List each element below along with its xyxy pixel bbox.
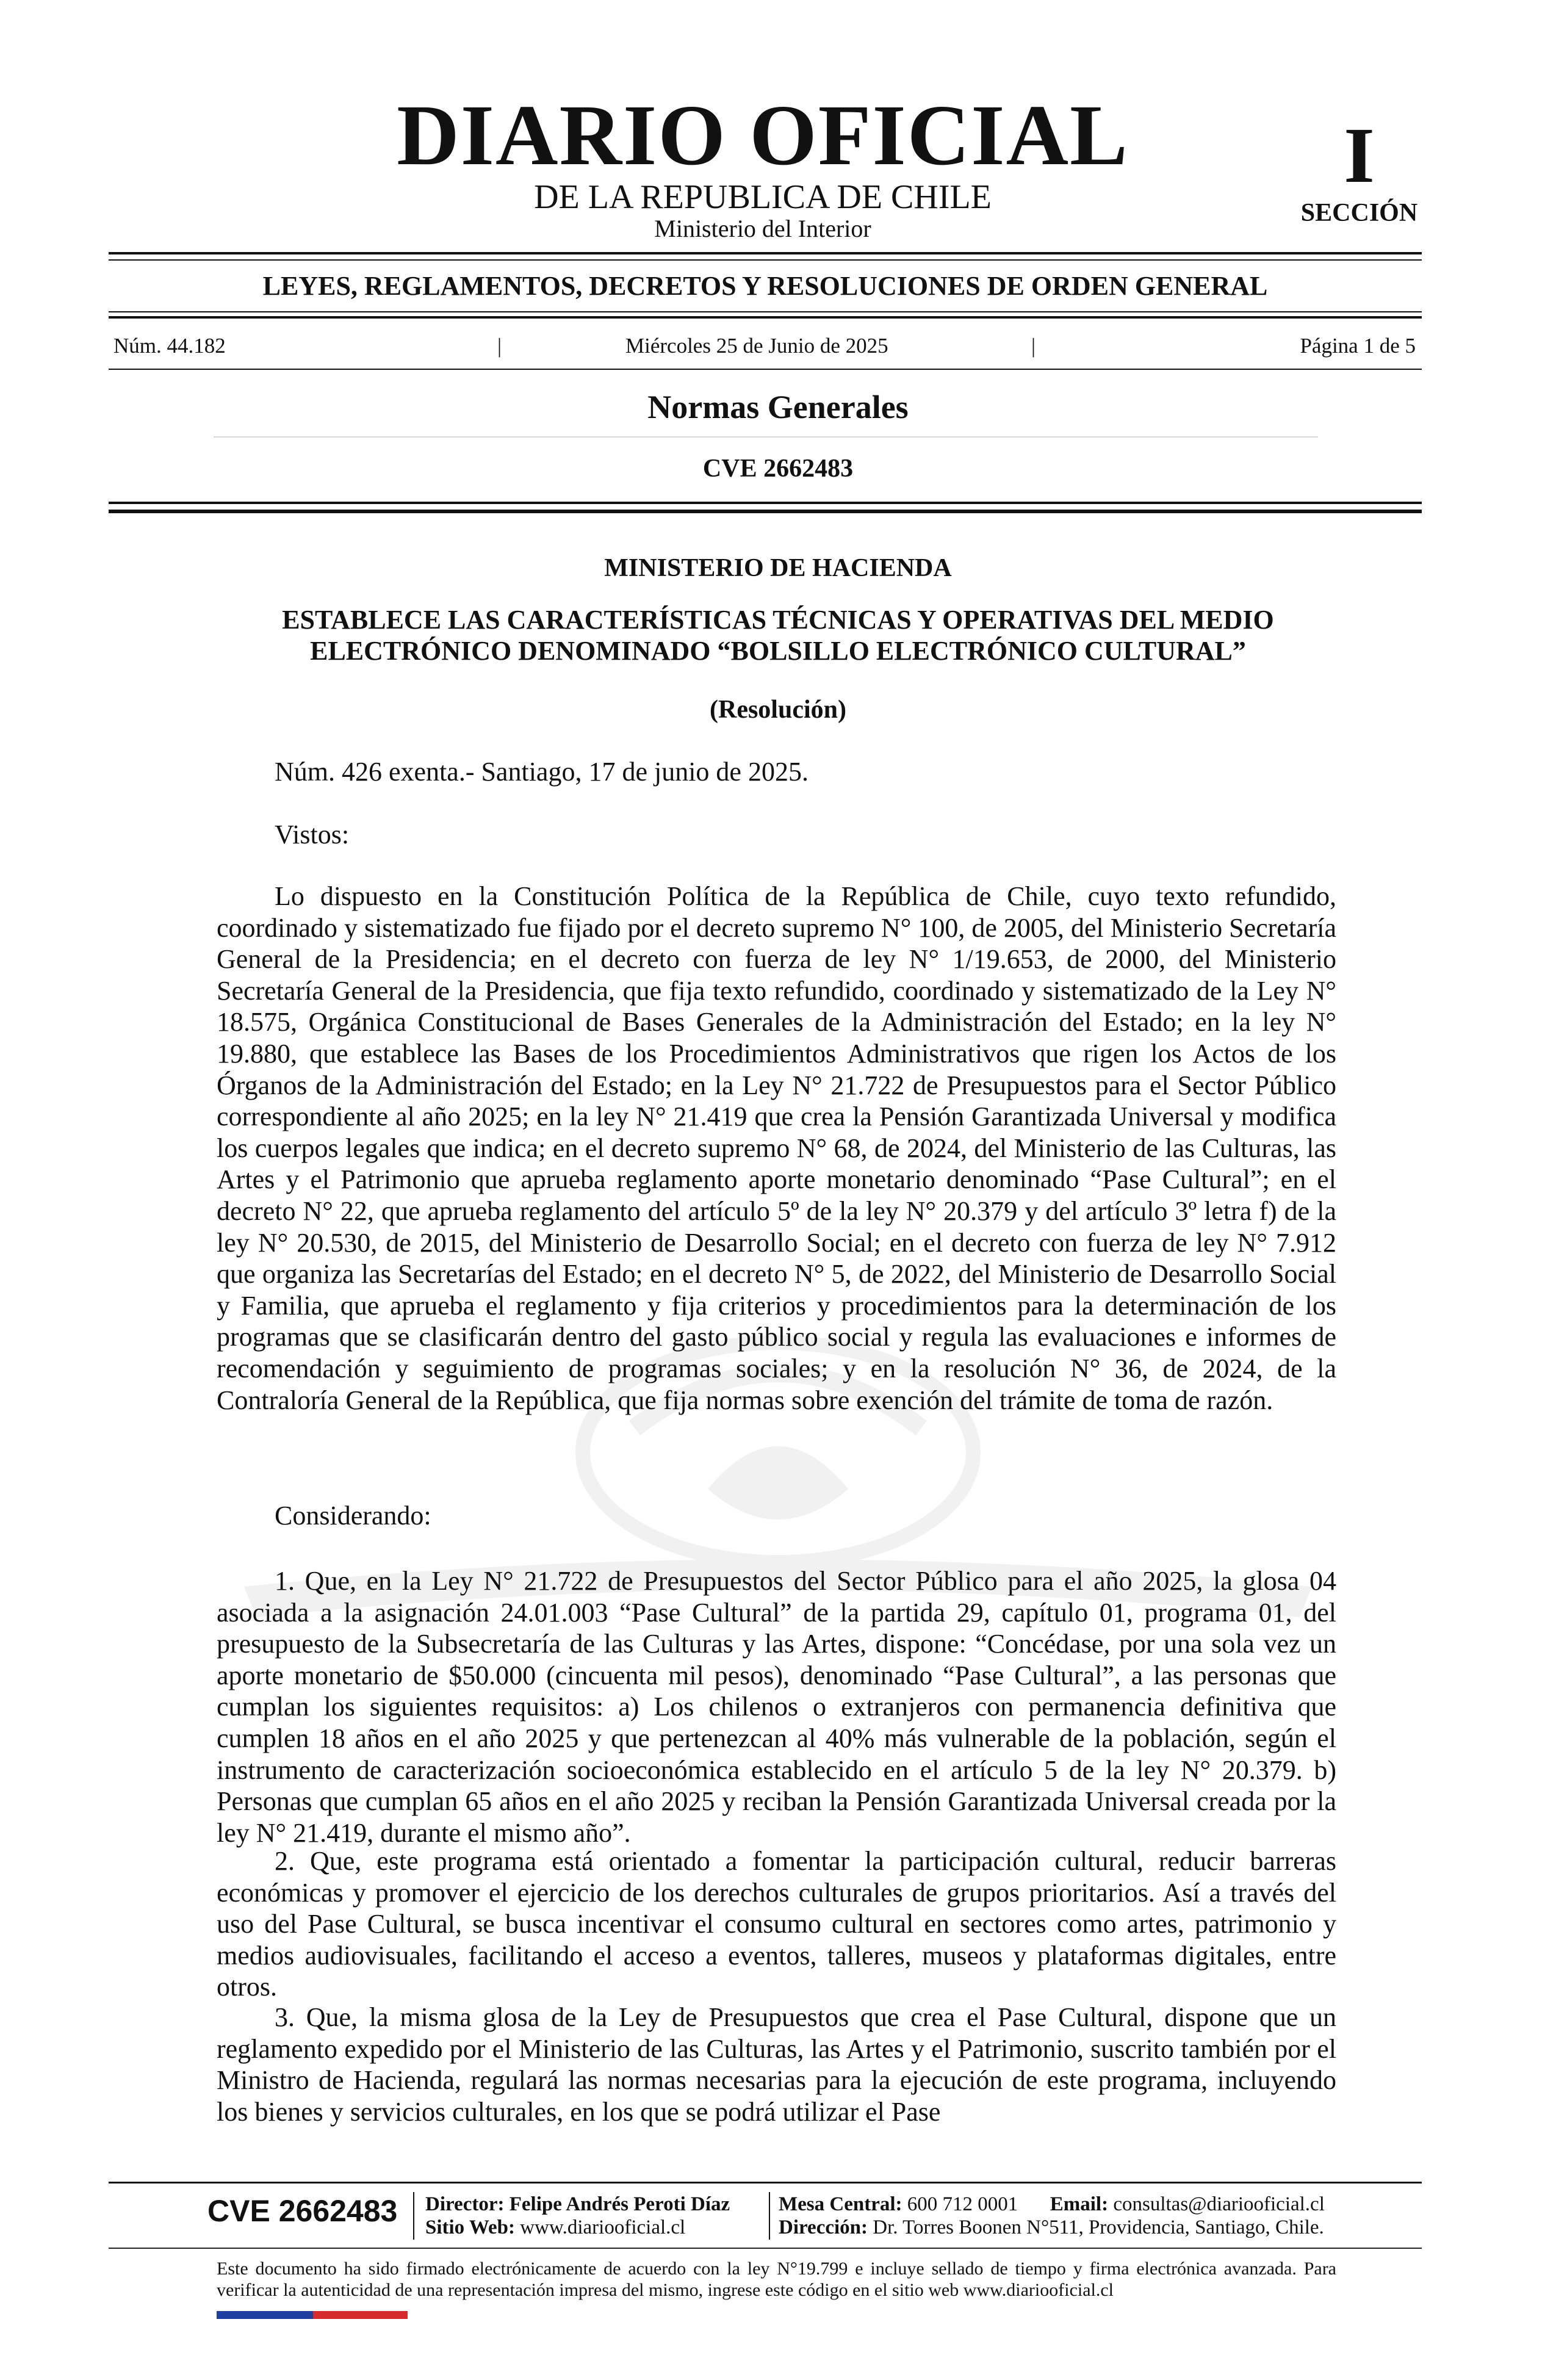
- issue-rule: [109, 369, 1422, 370]
- considerando-paragraph: 3. Que, la misma glosa de la Ley de Presupuestos que crea el Pase Cultural, dispone que un reglamento expedido por el Ministerio de las Culturas, las Artes y el Patrimonio, suscrito también por el Ministro de Hacienda, regulará las normas necesarias para la ejecución de este programa, incluyendo los bienes y servicios culturales, en los que se podrá utilizar el Pase: [217, 2002, 1336, 2127]
- issue-number: Núm. 44.182: [113, 334, 226, 358]
- mesa-label: Mesa Central:: [779, 2193, 902, 2215]
- footer-cve-code: CVE 2662483: [207, 2194, 398, 2228]
- section-label: SECCIÓN: [1300, 199, 1418, 227]
- mesa-phone: 600 712 0001: [907, 2193, 1018, 2215]
- ministry-heading: MINISTERIO DE HACIENDA: [604, 554, 952, 582]
- cve-code: CVE 2662483: [702, 455, 854, 483]
- category-title: LEYES, REGLAMENTOS, DECRETOS Y RESOLUCIONES DE ORDEN GENERAL: [262, 271, 1268, 301]
- issue-page: Página 1 de 5: [1300, 334, 1416, 358]
- considerando-paragraph: 1. Que, en la Ley N° 21.722 de Presupuestos del Sector Público para el año 2025, la glosa 04 asociada a la asignación 24.01.003 “Pase Cultural” de la partida 29, capítulo 01, programa 01, del presupuesto de la Subsecretaría de las Culturas y las Artes, dispone: “Concédase, por una sola vez un aporte monetario de $50.000 (cincuenta mil pesos), denominado “Pase Cultural”, a las personas que cumplan los siguientes requisitos: a) Los chilenos o extranjeros con permanencia definitiva que cumplen 18 años en el año 2025 y que pertenezcan al 40% más vulnerable de la población, según el instrumento de caracterización socioeconómica establecido en el artículo 5 de la ley N° 20.379. b) Personas que cumplan 65 años en el año 2025 y reciban la Pensión Garantizada Universal creada por la ley N° 21.419, durante el mismo año”.: [217, 1566, 1336, 1848]
- email-label: Email:: [1050, 2193, 1109, 2215]
- section-divider: [214, 436, 1318, 438]
- cve-rule: [109, 502, 1422, 504]
- resolution-number: Núm. 426 exenta.- Santiago, 17 de junio de 2025.: [275, 757, 809, 787]
- resolution-title: ESTABLECE LAS CARACTERÍSTICAS TÉCNICAS Y OPERATIVAS DEL MEDIO ELECTRÓNICO DENOMINADO “BOLSILLO ELECTRÓNICO CULTURAL”: [282, 605, 1274, 666]
- section-heading: Normas Generales: [647, 389, 909, 425]
- footer-legal-notice: Este documento ha sido firmado electrónicamente de acuerdo con la ley N°19.799 e incluye sellado de tiempo y firma electrónica avanzada. Para verificar la autenticidad de una representación impresa del mismo, ingrese este código en el sitio web www.diariooficial.cl: [217, 2259, 1336, 2300]
- masthead-subtitle: DE LA REPUBLICA DE CHILE: [534, 178, 992, 216]
- address-value: Dr. Torres Boonen N°511, Providencia, Santiago, Chile.: [873, 2216, 1324, 2238]
- category-rule: [109, 316, 1422, 319]
- footer-rule: [109, 2248, 1422, 2249]
- email-link[interactable]: consultas@diariooficial.cl: [1113, 2193, 1325, 2215]
- masthead-ministry: Ministerio del Interior: [654, 215, 871, 242]
- website-label: Sitio Web:: [425, 2216, 516, 2238]
- footer-rule: [109, 2182, 1422, 2183]
- issue-separator: |: [1031, 334, 1036, 358]
- masthead-rule: [109, 252, 1422, 254]
- footer-separator: [769, 2192, 770, 2240]
- issue-separator: |: [497, 334, 502, 358]
- flag-stripe-red: [313, 2311, 408, 2319]
- vistos-label: Vistos:: [275, 820, 350, 849]
- considerando-paragraph: 2. Que, este programa está orientado a fomentar la participación cultural, reducir barreras económicas y promover el ejercicio de los derechos culturales de grupos prioritarios. Así a través del uso del Pase Cultural, se busca incentivar el consumo cultural en sectores como artes, patrimonio y medios audiovisuales, facilitando el acceso a eventos, talleres, museos y plataformas digitales, entre otros.: [217, 1846, 1336, 2002]
- masthead-rule: [109, 259, 1422, 261]
- cve-rule: [109, 510, 1422, 513]
- section-number: I: [1344, 112, 1375, 200]
- resolution-type: (Resolución): [710, 696, 846, 724]
- flag-stripe-blue: [217, 2311, 313, 2319]
- director-label: Director:: [425, 2193, 505, 2215]
- masthead-title: DIARIO OFICIAL: [397, 87, 1129, 183]
- considerando-label: Considerando:: [275, 1501, 431, 1531]
- footer-address: [779, 2216, 1324, 2239]
- footer-director: [425, 2193, 730, 2216]
- category-rule: [109, 311, 1422, 312]
- footer-contact: [779, 2193, 1325, 2216]
- address-label: Dirección:: [779, 2216, 868, 2238]
- website-link[interactable]: www.diariooficial.cl: [520, 2216, 686, 2238]
- footer-website: [425, 2216, 685, 2239]
- director-name: Felipe Andrés Peroti Díaz: [509, 2193, 730, 2215]
- footer-separator: [413, 2192, 414, 2240]
- vistos-paragraph: Lo dispuesto en la Constitución Política de la República de Chile, cuyo texto refundido, coordinado y sistematizado fue fijado por el decreto supremo N° 100, de 2005, del Ministerio Secretaría General de la Presidencia; en el decreto con fuerza de ley N° 1/19.653, de 2000, del Ministerio Secretaría General de la Presidencia, que fija texto refundido, coordinado y sistematizado de la Ley N° 18.575, Orgánica Constitucional de Bases Generales de la Administración del Estado; en la ley N° 19.880, que establece las Bases de los Procedimientos Administrativos que rigen los Actos de los Órganos de la Administración del Estado; en la Ley N° 21.722 de Presupuestos para el Sector Público correspondiente al año 2025; en la ley N° 21.419 que crea la Pensión Garantizada Universal y modifica los cuerpos legales que indica; en el decreto supremo N° 68, de 2024, del Ministerio de las Culturas, las Artes y el Patrimonio que aprueba reglamento aporte monetario denominado “Pase Cultural”; en el decreto N° 22, que aprueba reglamento del artículo 5º de la ley N° 20.379 y del artículo 3º letra f) de la ley N° 20.530, de 2015, del Ministerio de Desarrollo Social; en el decreto con fuerza de ley N° 7.912 que organiza las Secretarías del Estado; en el decreto N° 5, de 2022, del Ministerio de Desarrollo Social y Familia, que aprueba el reglamento y fija criterios y procedimientos para la determinación de los programas que se clasificarán dentro del gasto público social y regula las evaluaciones e informes de recomendación y seguimiento de programas sociales; y en la resolución N° 36, de 2024, de la Contraloría General de la República, que fija normas sobre exención del trámite de toma de razón.: [217, 881, 1336, 1415]
- issue-date: Miércoles 25 de Junio de 2025: [625, 334, 888, 358]
